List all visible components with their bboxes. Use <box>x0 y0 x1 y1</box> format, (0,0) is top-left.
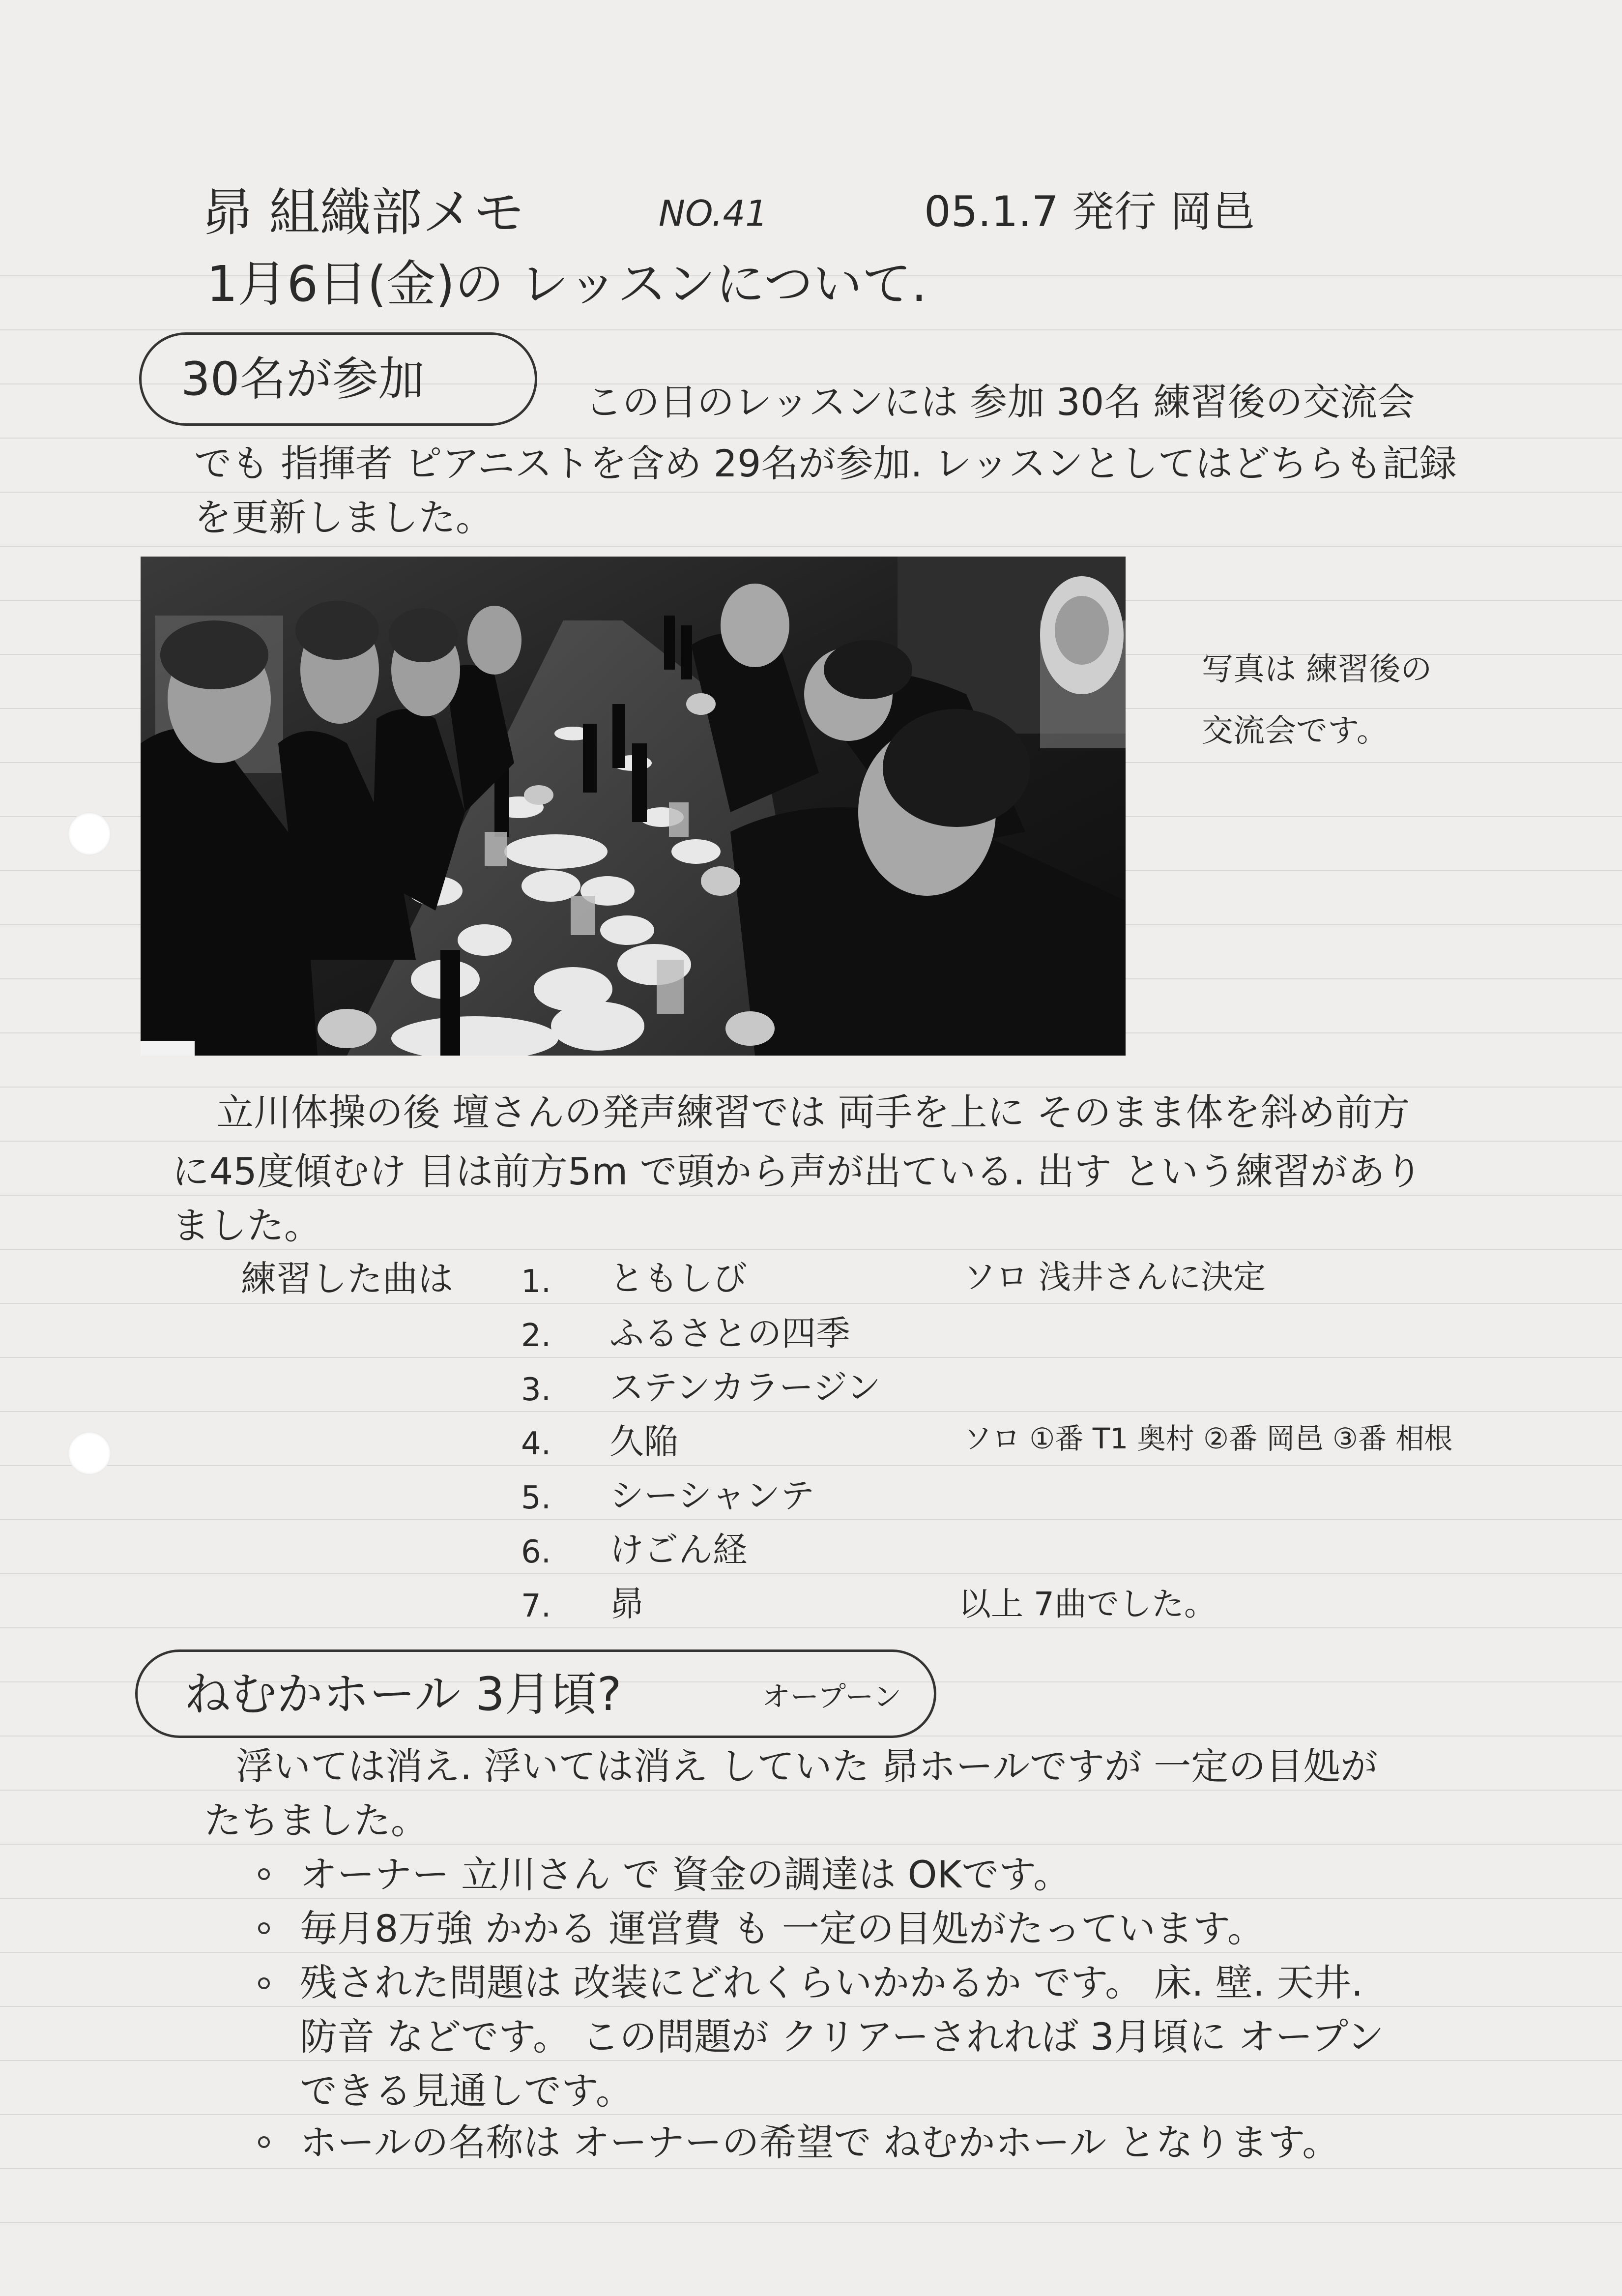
headline-bubble-hall-opening <box>135 1649 936 1738</box>
memo-title: 昴 組織部メモ <box>202 182 525 242</box>
section1-line1: この日のレッスンには 参加 30名 練習後の交流会 <box>585 380 1415 424</box>
issue-info: 05.1.7 発行 岡邑 <box>924 187 1255 236</box>
ruled-line <box>0 1303 1622 1304</box>
bullet-icon <box>258 1977 270 1989</box>
song-number: 1. <box>521 1264 551 1300</box>
binder-hole-top <box>68 812 111 855</box>
ruled-line <box>0 2006 1622 2007</box>
song-title: ふるさとの四季 <box>609 1313 850 1354</box>
banquet-photo-drawing <box>141 557 1126 1056</box>
section1-line2: でも 指揮者 ピアニストを含め 29名が参加. レッスンとしてはどちらも記録 <box>194 442 1457 485</box>
bubble-text: 30名が参加 <box>181 353 425 406</box>
ruled-line <box>0 1141 1622 1142</box>
song-note: 以上 7曲でした。 <box>958 1585 1216 1623</box>
ruled-line <box>0 329 1622 330</box>
song-number: 2. <box>521 1318 551 1354</box>
song-title: 久陥 <box>609 1421 678 1462</box>
ruled-line <box>0 1573 1622 1574</box>
bullet-item-continued: 防音 などです。 この問題が クリアーされれば 3月頃に オープン <box>300 2015 1384 2059</box>
ruled-line <box>0 546 1622 547</box>
song-title: けごん経 <box>609 1530 747 1570</box>
ruled-line <box>0 1411 1622 1412</box>
bullet-item: 毎月8万強 かかる 運営費 も 一定の目処がたっています。 <box>300 1907 1265 1950</box>
ruled-line <box>0 1952 1622 1953</box>
ruled-line <box>0 1195 1622 1196</box>
bullet-icon <box>258 1868 270 1880</box>
ruled-line <box>0 1898 1622 1899</box>
binder-hole-bottom <box>68 1432 111 1475</box>
bubble-text-small: オープーン <box>762 1680 902 1713</box>
bullet-item-continued: できる見通しです。 <box>300 2069 633 2113</box>
photo-caption-line2: 交流会です。 <box>1202 713 1388 749</box>
song-title: 昴 <box>609 1584 644 1624</box>
bullet-item: オーナー 立川さん で 資金の調達は OKです。 <box>300 1853 1071 1896</box>
song-number: 6. <box>521 1534 551 1570</box>
photo-caption-line1: 写真は 練習後の <box>1202 651 1432 688</box>
bullet-icon <box>258 2136 270 2148</box>
bubble-text: ねむかホール 3月頃? <box>184 1668 622 1721</box>
ruled-line <box>0 1844 1622 1845</box>
section3-line2: たちました。 <box>204 1798 428 1842</box>
section1-line3: を更新しました。 <box>194 496 493 539</box>
memo-number: NO.41 <box>659 193 768 234</box>
section2-line2: に45度傾むけ 目は前方5m で頭から声が出ている. 出す という練習があり <box>172 1149 1422 1193</box>
ruled-line <box>0 438 1622 439</box>
ruled-line <box>0 2222 1622 2223</box>
memo-subtitle: 1月6日(金)の レッスンについて. <box>206 255 927 313</box>
song-title: シーシャンテ <box>609 1475 815 1516</box>
ruled-line <box>0 492 1622 493</box>
song-number: 7. <box>521 1588 551 1624</box>
ruled-line <box>0 1357 1622 1358</box>
ruled-line <box>0 1519 1622 1520</box>
ruled-line <box>0 1249 1622 1250</box>
ruled-line <box>0 1465 1622 1466</box>
bullet-icon <box>258 1922 270 1934</box>
bullet-item: ホールの名称は オーナーの希望で ねむかホール となります。 <box>300 2120 1340 2164</box>
section2-line1: 立川体操の後 壇さんの発声練習では 両手を上に そのまま体を斜め前方 <box>216 1090 1410 1134</box>
bullet-item: 残された問題は 改装にどれくらいかかるか です。 床. 壁. 天井. <box>300 1961 1363 2004</box>
song-note: ソロ 浅井さんに決定 <box>963 1258 1266 1296</box>
ruled-line <box>0 1087 1622 1088</box>
song-note: ソロ ①番 T1 奥村 ②番 岡邑 ③番 相根 <box>963 1422 1453 1455</box>
section2-line3: ました。 <box>172 1204 321 1247</box>
ruled-line <box>0 2060 1622 2061</box>
ruled-line <box>0 1627 1622 1628</box>
section3-line1: 浮いては消え. 浮いては消え していた 昴ホールですが 一定の目処が <box>236 1744 1378 1788</box>
headline-bubble-participation <box>139 332 537 426</box>
song-title: ともしび <box>609 1258 747 1298</box>
song-number: 5. <box>521 1480 551 1516</box>
ruled-line <box>0 1790 1622 1791</box>
banquet-photo <box>141 557 1126 1056</box>
ruled-line <box>0 2114 1622 2115</box>
song-number: 3. <box>521 1372 551 1408</box>
song-title: ステンカラージン <box>609 1367 881 1408</box>
ruled-line <box>0 2168 1622 2169</box>
songs-label: 練習した曲は <box>241 1258 454 1299</box>
song-number: 4. <box>521 1426 551 1462</box>
